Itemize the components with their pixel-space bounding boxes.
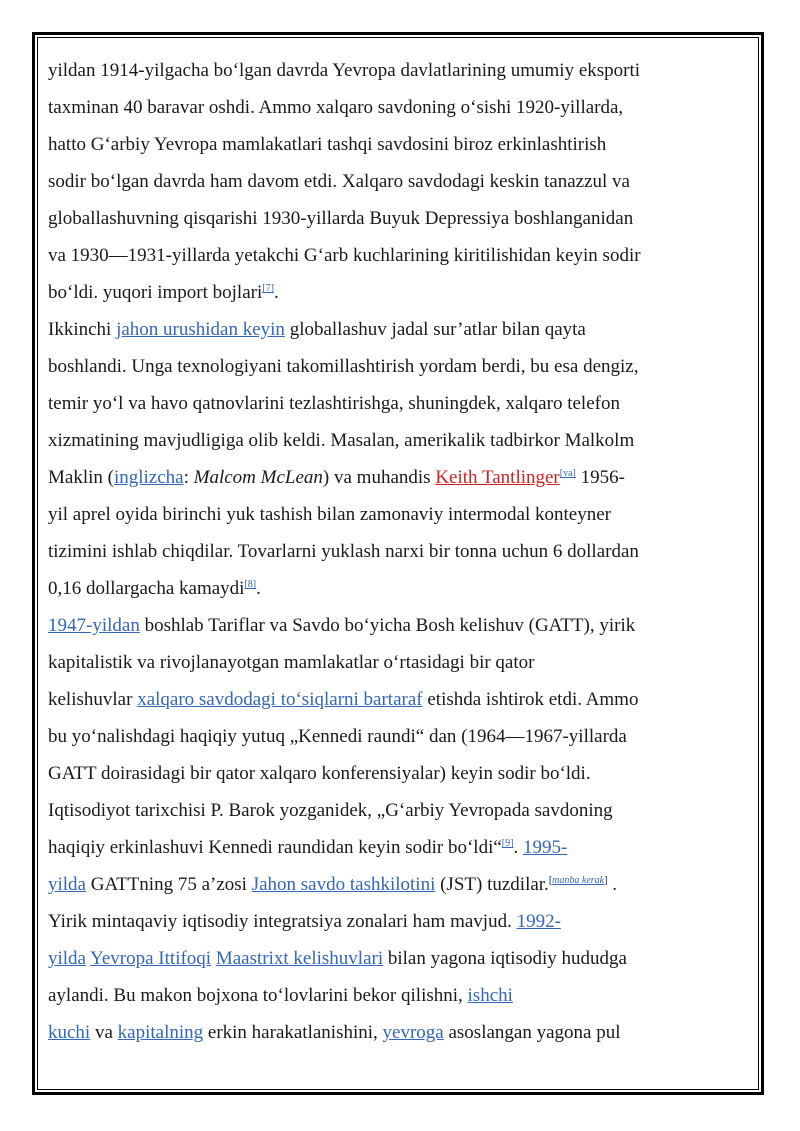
text: xizmatining mavjudligiga olib keldi. Masalan, amerikalik tadbirkor Malkolm: [48, 430, 635, 451]
text: Maklin (: [48, 467, 114, 488]
text: .: [513, 837, 523, 858]
footnote-link[interactable]: [8]: [244, 579, 257, 590]
footnote-ref-7[interactable]: [262, 283, 274, 294]
link-1992-yilda[interactable]: 1992-: [516, 911, 561, 932]
link-keith-tantlinger[interactable]: Keith Tantlinger: [435, 467, 560, 488]
footnote-ref-8[interactable]: [244, 579, 256, 590]
text: taxminan 40 baravar oshdi. Ammo xalqaro savdoning o‘sishi 1920-yillarda,: [48, 97, 624, 118]
text: kelishuvlar: [48, 689, 138, 710]
text-line: [48, 681, 728, 718]
text-line: [48, 459, 728, 496]
text: .: [256, 578, 261, 599]
footnote-link[interactable]: [7]: [262, 283, 274, 294]
text: bo‘ldi. yuqori import bojlari: [48, 282, 263, 303]
text-line: [48, 644, 728, 681]
text: boshlab Tariflar va Savdo bo‘yicha Bosh kelishuv (GATT), yirik: [139, 615, 636, 636]
text-line: [48, 977, 728, 1014]
link-inglizcha[interactable]: inglizcha: [113, 467, 184, 488]
text: hatto G‘arbiy Yevropa mamlakatlari tashqi savdosini biroz erkinlashtirish: [48, 134, 607, 155]
text: sodir bo‘lgan davrda ham davom etdi. Xalqaro savdodagi keskin tanazzul va: [48, 171, 630, 192]
text: temir yo‘l va havo qatnovlarini tezlashtirishga, shuningdek, xalqaro telefon: [48, 393, 620, 414]
text: globallashuvning qisqarishi 1930-yillarda Buyuk Depressiya boshlanganidan: [48, 208, 634, 229]
text-line: [48, 126, 728, 163]
bracket: [: [548, 875, 553, 886]
link-1947-yildan[interactable]: 1947-yildan: [48, 615, 140, 636]
text-line: [48, 385, 728, 422]
text: ) va muhandis: [322, 467, 436, 488]
text: 1956-: [575, 467, 625, 488]
italic-name: Malcom McLean: [193, 467, 323, 488]
footnote-ref-9[interactable]: [502, 838, 514, 849]
text: :: [183, 467, 194, 488]
text-line: [48, 89, 728, 126]
text-line: [48, 903, 728, 940]
link-jahon-urushidan-keyin[interactable]: jahon urushidan keyin: [116, 319, 285, 340]
text-line: [48, 755, 728, 792]
text: (JST) tuzdilar.: [435, 874, 549, 895]
text-line: [48, 829, 728, 866]
footnote-link[interactable]: [va]: [559, 468, 576, 479]
text-line: [48, 570, 728, 607]
text: va: [90, 1022, 118, 1043]
link-1992-yilda-cont[interactable]: yilda: [48, 948, 86, 969]
link-yevroga[interactable]: yevroga: [382, 1022, 444, 1043]
text: Yirik mintaqaviy iqtisodiy integratsiya zonalari ham mavjud.: [48, 911, 517, 932]
text: .: [607, 874, 617, 895]
citation-needed-link[interactable]: manba kerak: [552, 875, 605, 886]
text-line: [48, 274, 728, 311]
text: va 1930—1931-yillarda yetakchi G‘arb kuchlarining kiritilishidan keyin sodir: [48, 245, 641, 266]
link-ishchi-kuchi-cont[interactable]: kuchi: [48, 1022, 91, 1043]
text-line: [48, 1014, 728, 1051]
text-line: [48, 533, 728, 570]
text: yil aprel oyida birinchi yuk tashish bilan zamonaviy intermodal konteyner: [48, 504, 611, 525]
text: etishda ishtirok etdi. Ammo: [422, 689, 639, 710]
link-1995-yilda-cont[interactable]: yilda: [48, 874, 86, 895]
text: globallashuv jadal sur’atlar bilan qayta: [284, 319, 586, 340]
text: .: [273, 282, 279, 303]
text-line: [48, 200, 728, 237]
text: yildan 1914-yilgacha bo‘lgan davrda Yevropa davlatlarining umumiy eksporti: [48, 60, 641, 81]
citation-needed[interactable]: [549, 875, 608, 886]
link-maastrixt-kelishuvlari[interactable]: Maastrixt kelishuvlari: [215, 948, 384, 969]
text-line: [48, 311, 728, 348]
text-line: [48, 237, 728, 274]
text: GATTning 75 a’zosi: [86, 874, 252, 895]
link-1995-yilda[interactable]: 1995-: [522, 837, 568, 858]
text: aylandi. Bu makon bojxona to‘lovlarini bekor qilishni,: [48, 985, 468, 1006]
link-xalqaro-savdo-tosiqlar[interactable]: xalqaro savdodagi to‘siqlarni bartaraf: [137, 689, 423, 710]
text-line: [48, 866, 728, 903]
text-line: [48, 163, 728, 200]
article-body: [48, 52, 728, 1051]
text-line: [48, 940, 728, 977]
footnote-link[interactable]: [9]: [501, 838, 514, 849]
text: 0,16 dollargacha kamaydi: [48, 578, 245, 599]
text: asoslangan yagona pul: [443, 1022, 621, 1043]
text-line: [48, 496, 728, 533]
text-line: [48, 348, 728, 385]
text: haqiqiy erkinlashuvi Kennedi raundidan keyin sodir bo‘ldi“: [48, 837, 502, 858]
text: erkin harakatlanishini,: [203, 1022, 383, 1043]
text-line: [48, 792, 728, 829]
text-line: [48, 607, 728, 644]
text-line: [48, 718, 728, 755]
text: bu yo‘nalishdagi haqiqiy yutuq „Kennedi raundi“ dan (1964—1967-yillarda: [48, 726, 627, 747]
footnote-ref-va[interactable]: [560, 468, 576, 479]
text-line: [48, 422, 728, 459]
bracket: ]: [604, 875, 608, 886]
text: Iqtisodiyot tarixchisi P. Barok yozganidek, „G‘arbiy Yevropada savdoning: [48, 800, 613, 821]
text: GATT doirasidagi bir qator xalqaro konferensiyalar) keyin sodir bo‘ldi.: [48, 763, 591, 784]
text: Ikkinchi: [48, 319, 117, 340]
link-jahon-savdo-tashkiloti[interactable]: Jahon savdo tashkilotini: [251, 874, 436, 895]
text: kapitalistik va rivojlanayotgan mamlakatlar o‘rtasidagi bir qator: [48, 652, 535, 673]
link-kapitalning[interactable]: kapitalning: [117, 1022, 204, 1043]
link-yevropa-ittifoqi[interactable]: Yevropa Ittifoqi: [90, 948, 212, 969]
link-ishchi-kuchi[interactable]: ishchi: [467, 985, 513, 1006]
text-line: [48, 52, 728, 89]
text: tizimini ishlab chiqdilar. Tovarlarni yuklash narxi bir tonna uchun 6 dollardan: [48, 541, 639, 562]
text: bilan yagona iqtisodiy hududga: [383, 948, 627, 969]
text: boshlandi. Unga texnologiyani takomillashtirish yordam berdi, bu esa dengiz,: [48, 356, 639, 377]
